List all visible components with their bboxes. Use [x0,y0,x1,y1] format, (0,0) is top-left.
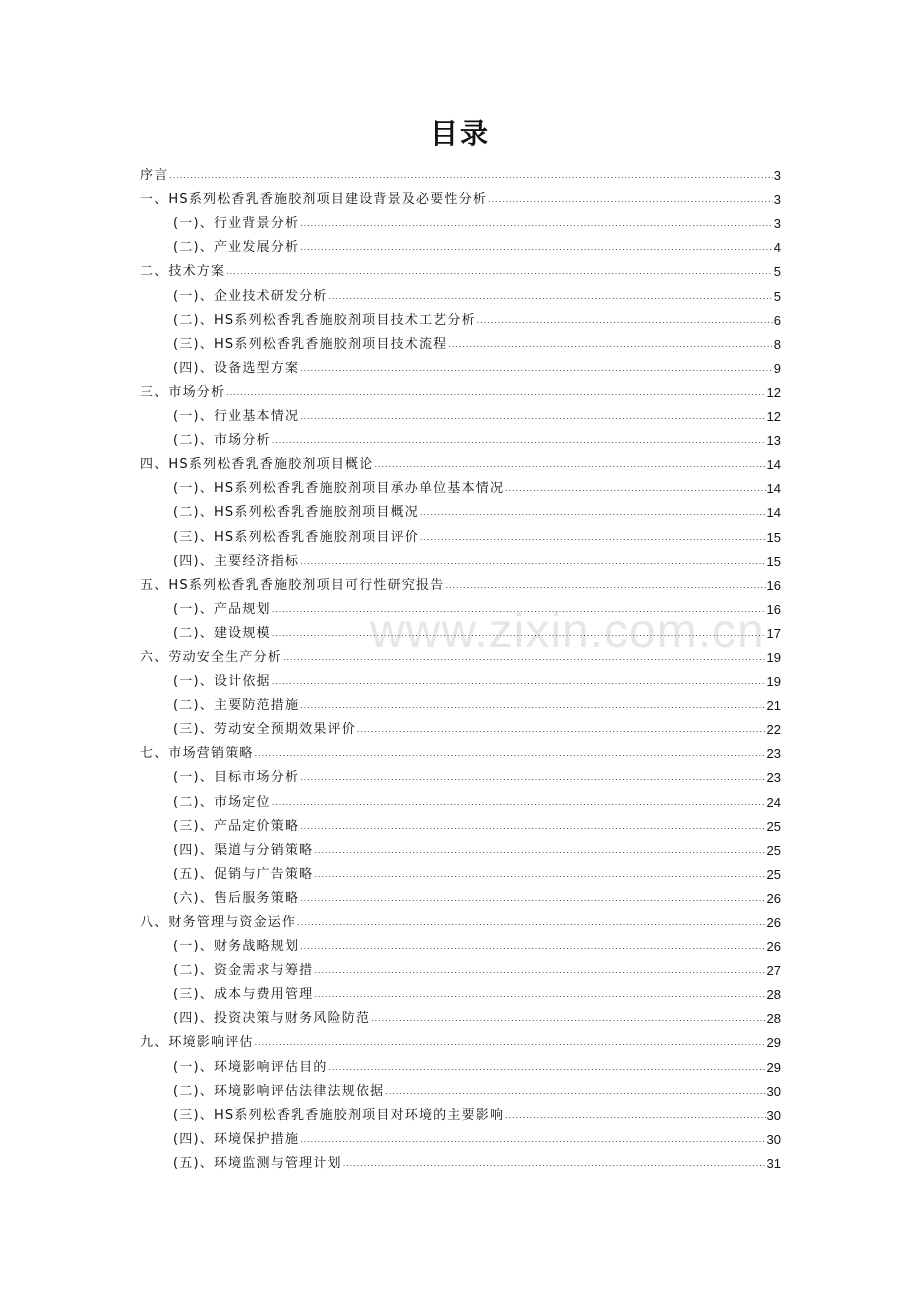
toc-dot-leader [505,480,765,497]
toc-entry-title[interactable]: (二)、资金需求与筹措 [173,963,314,979]
toc-page-number[interactable]: 15 [766,529,781,545]
toc-entry-title[interactable]: (一)、企业技术研发分析 [173,288,328,304]
toc-page-number[interactable]: 21 [766,698,781,714]
toc-page-number[interactable]: 14 [766,481,781,497]
toc-page-number[interactable]: 17 [766,625,781,641]
toc-page-number[interactable]: 16 [766,601,781,617]
toc-dot-leader [505,1107,765,1124]
toc-entry-title[interactable]: (四)、设备选型方案 [173,360,300,376]
toc-subsection-entry[interactable] [140,473,781,497]
toc-dot-leader [314,986,765,1003]
toc-list [140,160,781,1172]
toc-page-number[interactable]: 30 [766,1131,781,1147]
toc-dot-leader [300,408,765,425]
toc-page-number[interactable]: 23 [766,746,781,762]
toc-dot-leader [272,432,766,449]
toc-page-number[interactable]: 22 [766,722,781,738]
toc-entry-title[interactable]: (二)、HS系列松香乳香施胶剂项目概况 [173,505,419,521]
toc-page-number[interactable]: 28 [766,987,781,1003]
toc-page-number[interactable]: 25 [766,818,781,834]
toc-dot-leader [300,697,765,714]
toc-dot-leader [300,215,773,232]
toc-dot-leader [283,649,766,666]
toc-entry-title[interactable]: (四)、环境保护措施 [173,1131,300,1147]
toc-dot-leader [420,504,766,521]
toc-page-number[interactable]: 16 [766,577,781,593]
toc-dot-leader [357,721,766,738]
toc-page-number[interactable]: 6 [773,312,781,328]
toc-entry-title[interactable]: (六)、售后服务策略 [173,890,300,906]
toc-entry-title[interactable]: 一、HS系列松香乳香施胶剂项目建设背景及必要性分析 [140,192,488,208]
toc-subsection-entry[interactable] [140,425,781,449]
toc-entry-title[interactable]: (二)、市场分析 [173,433,271,449]
toc-dot-leader [255,1034,766,1051]
toc-entry-title[interactable]: 二、技术方案 [140,264,226,280]
toc-dot-leader [488,191,773,208]
toc-section-entry[interactable] [140,449,781,473]
toc-entry-title[interactable]: (二)、产业发展分析 [173,240,300,256]
toc-page-number[interactable]: 14 [766,457,781,473]
toc-subsection-entry[interactable] [140,1076,781,1100]
toc-dot-leader [314,866,765,883]
toc-dot-leader [329,1059,766,1076]
toc-page-number[interactable]: 5 [773,288,781,304]
toc-dot-leader [343,1155,766,1172]
toc-entry-title[interactable]: (三)、劳动安全预期效果评价 [173,722,356,738]
toc-section-entry[interactable] [140,642,781,666]
toc-subsection-entry[interactable] [140,546,781,570]
toc-entry-title[interactable]: (五)、环境监测与管理计划 [173,1155,342,1171]
toc-page-number[interactable]: 3 [773,192,781,208]
toc-dot-leader [297,914,765,931]
toc-subsection-entry[interactable] [140,835,781,859]
toc-subsection-entry[interactable] [140,690,781,714]
toc-page-number[interactable]: 27 [766,963,781,979]
watermark: www.zixin.com.cn [370,605,765,658]
toc-dot-leader [300,938,765,955]
toc-dot-leader [477,312,773,329]
toc-page-number[interactable]: 15 [766,553,781,569]
toc-entry-title[interactable]: 六、劳动安全生产分析 [140,649,283,665]
toc-entry-title[interactable]: (三)、HS系列松香乳香施胶剂项目对环境的主要影响 [173,1107,505,1123]
toc-entry-title[interactable]: (一)、目标市场分析 [173,770,300,786]
toc-subsection-entry[interactable] [140,811,781,835]
toc-dot-leader [300,818,765,835]
toc-entry-title[interactable]: (一)、行业基本情况 [173,409,300,425]
toc-section-entry[interactable] [140,256,781,280]
toc-page-number[interactable]: 9 [773,360,781,376]
toc-page-number[interactable]: 24 [766,794,781,810]
toc-subsection-entry[interactable] [140,401,781,425]
toc-page-number[interactable]: 19 [766,674,781,690]
toc-subsection-entry[interactable] [140,353,781,377]
toc-entry-title[interactable]: (二)、建设规模 [173,625,271,641]
toc-dot-leader [226,263,773,280]
toc-subsection-entry[interactable] [140,594,781,618]
toc-dot-leader [385,1083,765,1100]
toc-entry-title[interactable]: (三)、HS系列松香乳香施胶剂项目评价 [173,529,419,545]
toc-dot-leader [300,769,765,786]
toc-subsection-entry[interactable] [140,859,781,883]
toc-page-number[interactable]: 12 [766,384,781,400]
toc-entry-title[interactable]: 序言 [140,168,169,184]
toc-page-number[interactable]: 28 [766,1011,781,1027]
toc-dot-leader [272,673,766,690]
toc-page-number[interactable]: 29 [766,1035,781,1051]
toc-dot-leader [272,625,766,642]
toc-entry-title[interactable]: (一)、环境影响评估目的 [173,1059,328,1075]
toc-subsection-entry[interactable] [140,280,781,304]
toc-page-number[interactable]: 8 [773,336,781,352]
toc-subsection-entry[interactable] [140,1148,781,1172]
toc-page-number[interactable]: 25 [766,866,781,882]
toc-entry-title[interactable]: (一)、产品规划 [173,601,271,617]
toc-dot-leader [300,1131,765,1148]
toc-dot-leader [445,577,765,594]
toc-subsection-entry[interactable] [140,232,781,256]
toc-page-number[interactable]: 3 [773,216,781,232]
toc-page-number[interactable]: 12 [766,409,781,425]
toc-section-entry[interactable] [140,570,781,594]
toc-entry-title[interactable]: (一)、HS系列松香乳香施胶剂项目承办单位基本情况 [173,481,505,497]
toc-subsection-entry[interactable] [140,955,781,979]
toc-dot-leader [300,553,765,570]
toc-entry-title[interactable]: 八、财务管理与资金运作 [140,915,297,930]
toc-subsection-entry[interactable] [140,1124,781,1148]
toc-dot-leader [226,384,765,401]
toc-page-number[interactable]: 14 [766,505,781,521]
toc-section-entry[interactable] [140,377,781,401]
toc-dot-leader [420,529,766,546]
toc-subsection-entry[interactable] [140,931,781,955]
toc-page-number[interactable]: 30 [766,1107,781,1123]
toc-entry-title[interactable]: (二)、环境影响评估法律法规依据 [173,1083,385,1099]
toc-page-number[interactable]: 26 [766,890,781,906]
toc-page-number[interactable]: 3 [773,168,781,184]
toc-entry-title[interactable]: (二)、市场定位 [173,794,271,810]
toc-dot-leader [272,794,766,811]
toc-dot-leader [169,167,772,184]
toc-dot-leader [329,288,773,305]
toc-entry-title[interactable]: (二)、HS系列松香乳香施胶剂项目技术工艺分析 [173,312,476,328]
toc-subsection-entry[interactable] [140,883,781,907]
toc-subsection-entry[interactable] [140,714,781,738]
toc-entry-title[interactable]: (四)、渠道与分销策略 [173,842,314,858]
toc-page-number[interactable]: 23 [766,770,781,786]
toc-dot-leader [314,842,765,859]
toc-section-entry[interactable] [140,160,781,184]
toc-subsection-entry[interactable] [140,305,781,329]
toc-subsection-entry[interactable] [140,618,781,642]
toc-subsection-entry[interactable] [140,1100,781,1124]
toc-section-entry[interactable] [140,1027,781,1051]
toc-entry-title[interactable]: 七、市场营销策略 [140,746,254,762]
toc-dot-leader [374,456,765,473]
toc-subsection-entry[interactable] [140,1051,781,1075]
toc-subsection-entry[interactable] [140,497,781,521]
toc-title: 目录 [429,117,490,150]
toc-page-number[interactable]: 25 [766,842,781,858]
toc-page-number[interactable]: 13 [766,433,781,449]
toc-page-number[interactable]: 26 [766,939,781,955]
toc-entry-title[interactable]: (二)、主要防范措施 [173,698,300,714]
toc-page-number[interactable]: 26 [766,915,781,930]
toc-subsection-entry[interactable] [140,1003,781,1027]
toc-entry-title[interactable]: 四、HS系列松香乳香施胶剂项目概论 [140,457,374,473]
toc-section-entry[interactable] [140,907,781,931]
toc-page-number[interactable]: 5 [773,264,781,280]
toc-entry-title[interactable]: (五)、促销与广告策略 [173,866,314,882]
toc-subsection-entry[interactable] [140,329,781,353]
toc-dot-leader [300,360,773,377]
toc-entry-title[interactable]: 九、环境影响评估 [140,1035,254,1051]
toc-dot-leader [300,239,773,256]
toc-dot-leader [448,336,772,353]
toc-entry-title[interactable]: (一)、设计依据 [173,674,271,690]
toc-dot-leader [314,962,765,979]
toc-dot-leader [371,1010,765,1027]
toc-entry-title[interactable]: 三、市场分析 [140,384,226,400]
toc-section-entry[interactable] [140,184,781,208]
toc-entry-title[interactable]: 五、HS系列松香乳香施胶剂项目可行性研究报告 [140,577,445,593]
toc-page-number[interactable]: 31 [766,1155,781,1171]
toc-entry-title[interactable]: (三)、产品定价策略 [173,818,300,834]
toc-subsection-entry[interactable] [140,208,781,232]
toc-subsection-entry[interactable] [140,762,781,786]
toc-entry-title[interactable]: (一)、行业背景分析 [173,216,300,232]
toc-dot-leader [255,745,766,762]
toc-page-number[interactable]: 4 [773,240,781,256]
toc-page-number[interactable]: 29 [766,1059,781,1075]
toc-entry-title[interactable]: (四)、投资决策与财务风险防范 [173,1011,371,1027]
toc-entry-title[interactable]: (三)、成本与费用管理 [173,987,314,1003]
toc-section-entry[interactable] [140,738,781,762]
toc-subsection-entry[interactable] [140,666,781,690]
toc-dot-leader [300,890,765,907]
toc-page-number[interactable]: 19 [766,649,781,665]
toc-subsection-entry[interactable] [140,979,781,1003]
toc-entry-title[interactable]: (一)、财务战略规划 [173,939,300,955]
toc-subsection-entry[interactable] [140,521,781,545]
toc-entry-title[interactable]: (四)、主要经济指标 [173,553,300,569]
toc-entry-title[interactable]: (三)、HS系列松香乳香施胶剂项目技术流程 [173,336,448,352]
toc-subsection-entry[interactable] [140,786,781,810]
toc-dot-leader [272,601,766,618]
toc-page-number[interactable]: 30 [766,1083,781,1099]
